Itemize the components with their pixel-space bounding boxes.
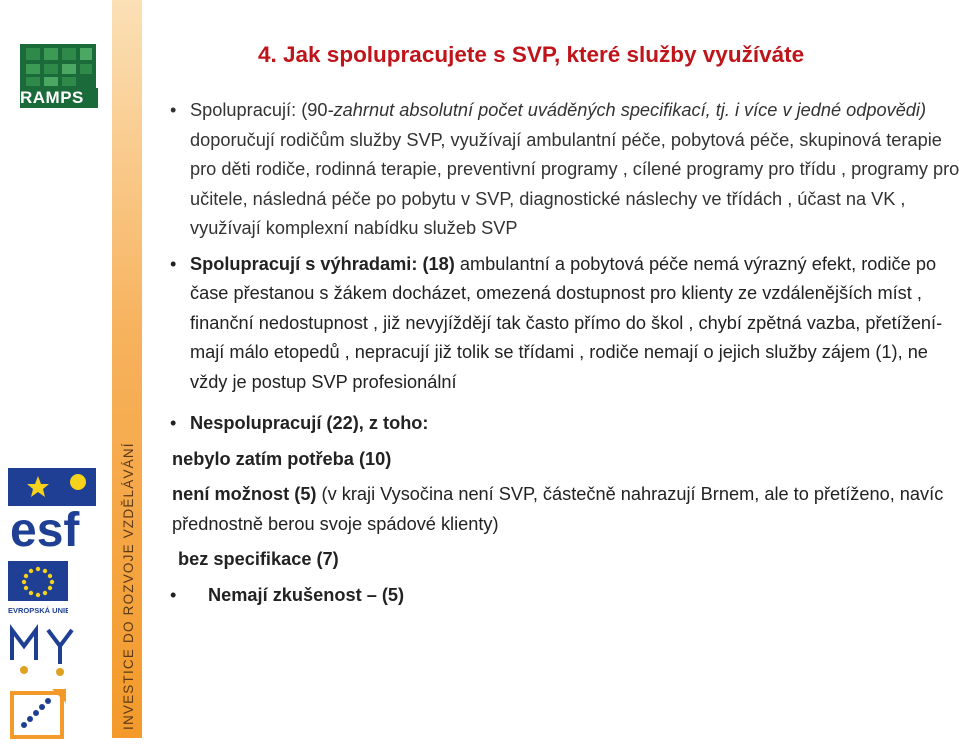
funding-logos <box>8 468 98 748</box>
msmt-logo-icon <box>8 624 78 680</box>
bullet-s-vyhradami <box>172 250 959 398</box>
bullet-text: ambulantní a pobytová péče nemá výrazný efekt, rodiče po čase přestanou s žákem docházet, omezená dostupnost pro klienty ze vzdálenějších míst , finanční nedostupnost , již nevyjíždějí tak často přímo do škol , chybí zpětná vazba, přetížení- mají málo etopedů , nepracují již tolik se třídami , rodiče nemají o jejich služby zájem (1), ne vždy je postup SVP profesionální <box>190 253 943 392</box>
line-lead: nebylo zatím potřeba (10) <box>172 448 392 469</box>
line-lead: bez specifikace (7) <box>178 549 339 569</box>
line-nebylo-potreba <box>172 445 959 475</box>
bullet-note: -zahrnut absolutní počet uváděných specifikací, tj. i více v jedné odpovědi) <box>327 100 927 120</box>
ramps-logo <box>20 44 98 108</box>
bullet-lead: Nemají zkušenost – (5) <box>208 584 405 605</box>
line-lead: není možnost (5) <box>172 484 317 504</box>
ramps-logo-text: RAMPS <box>20 88 98 108</box>
svg-text:EVROPSKÁ UNIE: EVROPSKÁ UNIE <box>8 606 68 615</box>
side-strip-text: INVESTICE DO ROZVOJE VZDĚLÁVÁNÍ <box>121 442 136 730</box>
slide-title: 4. Jak spolupracujete s SVP, které služby využíváte <box>258 42 805 67</box>
line-text: (v kraji Vysočina není SVP, částečně nahrazují Brnem, ale to přetíženo, navíc přednostně berou svoje spádové klienty) <box>172 484 944 534</box>
bullet-nespolupracuji <box>172 409 959 439</box>
line-bez-specifikace <box>172 545 959 575</box>
esf-logo-icon <box>8 468 98 552</box>
eu-flag-icon <box>8 561 68 617</box>
bullet-colon: : ( <box>291 100 308 120</box>
bullet-text: doporučují rodičům služby SVP, využívají ambulantní péče, pobytová péče, skupinová terapie pro děti rodiče, rodinná terapie, preventivní programy , cílené programy pro třídu , programy pro učitele, následná péče po pobytu v SVP, diagnostické náslechy ve třídách , účast na VK , využívají komplexní nabídku služeb SVP <box>190 129 959 238</box>
bullet-spolupracuji <box>172 96 959 244</box>
op-vk-logo-icon <box>8 687 70 743</box>
bullet-lead: Spolupracují s výhradami: (18) <box>190 253 455 274</box>
slide-body <box>172 96 959 610</box>
bullet-nemaji-zkusenost <box>172 581 959 611</box>
bullet-lead: Spolupracují <box>190 100 292 120</box>
ramps-logo-icon <box>20 44 96 90</box>
line-neni-moznost <box>172 480 959 539</box>
bullet-lead: Nespolupracují (22), z toho: <box>190 413 429 433</box>
svg-text:esf: esf <box>10 504 80 552</box>
bullet-count: 90 <box>307 100 328 120</box>
